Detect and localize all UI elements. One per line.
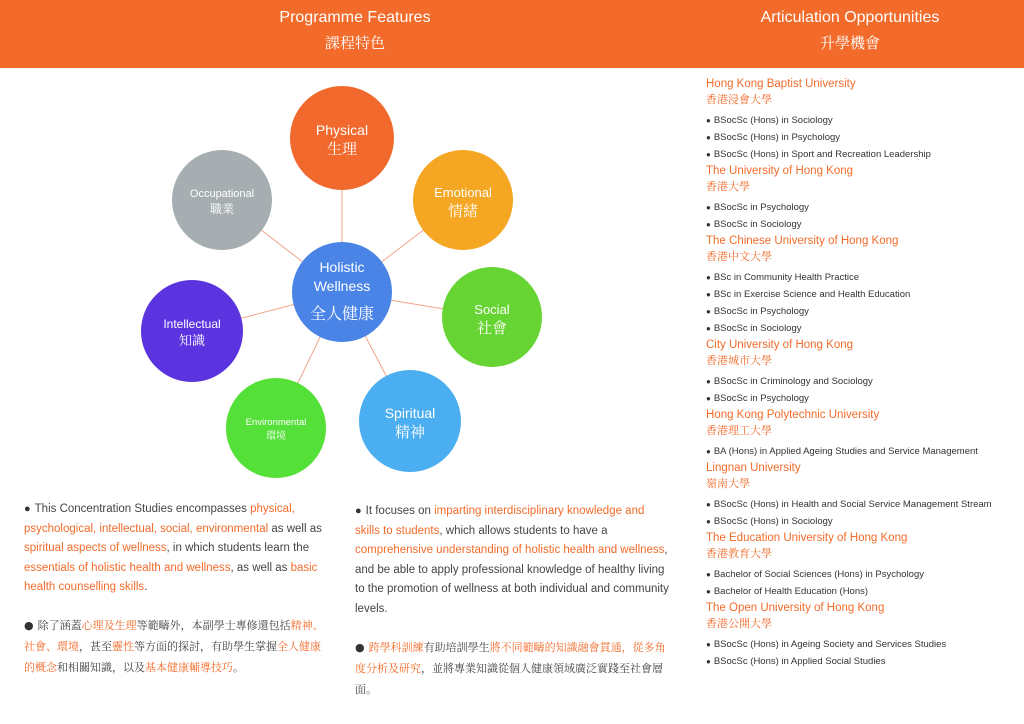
body-text: 等方面的探討，有助學生掌握 bbox=[134, 640, 277, 653]
articulation-title-en: Articulation Opportunities bbox=[760, 9, 940, 26]
programme-name: BA (Hons) in Applied Ageing Studies and Service Management bbox=[713, 446, 978, 457]
university-name-en: The Education University of Hong Kong bbox=[706, 532, 908, 544]
programme-features-heading bbox=[205, 8, 505, 54]
paragraph-focus-en bbox=[355, 502, 671, 619]
programme-item bbox=[706, 583, 1016, 600]
highlighted-text: essentials of holistic health and wellness bbox=[24, 561, 231, 574]
programme-name: BSocSc (Hons) in Ageing Society and Services Studies bbox=[713, 639, 947, 650]
highlighted-text: 跨學科訓練 bbox=[368, 641, 424, 654]
body-text: 有助培訓學生 bbox=[423, 641, 490, 654]
node-circle bbox=[442, 267, 542, 367]
programme-name: BSocSc in Psychology bbox=[713, 393, 809, 404]
university-name-zh: 香港中文大學 bbox=[706, 250, 772, 263]
university-name-en: The University of Hong Kong bbox=[706, 165, 854, 177]
wellness-node-occupational bbox=[172, 150, 272, 250]
articulation-title-zh: 升學機會 bbox=[819, 34, 880, 52]
node-label-zh: 生理 bbox=[326, 140, 358, 158]
bullet-icon: ● bbox=[24, 503, 31, 515]
bullet-icon: ● bbox=[706, 587, 711, 596]
bullet-icon: ● bbox=[706, 150, 711, 159]
node-circle bbox=[413, 150, 513, 250]
bullet-icon: ● bbox=[706, 640, 711, 649]
body-text: ，並將專業知識從個人健康領域廣泛實踐至社會層面。 bbox=[355, 662, 663, 696]
bullet-icon: ● bbox=[355, 641, 365, 654]
center-label-line1: Holistic bbox=[319, 259, 365, 275]
programme-name: BSocSc (Hons) in Psychology bbox=[713, 132, 841, 143]
node-label-zh: 社會 bbox=[476, 319, 508, 337]
programme-name: BSocSc (Hons) in Sociology bbox=[713, 516, 833, 527]
node-circle bbox=[172, 150, 272, 250]
highlighted-text: comprehensive understanding of holistic health and wellness bbox=[355, 544, 665, 556]
highlighted-text: physical, psychological, intellectual, social, environmental bbox=[24, 503, 295, 535]
wellness-node-social bbox=[442, 267, 542, 367]
wellness-node-physical bbox=[290, 86, 394, 190]
programme-item bbox=[706, 496, 1016, 513]
wellness-node-intellectual bbox=[141, 280, 243, 382]
wellness-node-emotional bbox=[413, 150, 513, 250]
bullet-icon: ● bbox=[355, 505, 362, 517]
body-text: , and be able to apply professional knowledge of healthy living to the promotion of wellness at both individual and community levels. bbox=[355, 544, 669, 615]
articulation-heading bbox=[700, 8, 1000, 54]
node-label-en: Occupational bbox=[189, 188, 255, 200]
university-name-en: The Open University of Hong Kong bbox=[706, 602, 885, 614]
programme-name: Bachelor of Social Sciences (Hons) in Psychology bbox=[713, 569, 924, 580]
body-text: 。 bbox=[233, 661, 244, 674]
node-circle bbox=[226, 378, 326, 478]
body-text: , as well as bbox=[230, 561, 291, 574]
university-block bbox=[706, 407, 1016, 460]
university-name-en: Hong Kong Baptist University bbox=[706, 78, 856, 90]
node-label-en: Emotional bbox=[434, 185, 492, 200]
bullet-icon: ● bbox=[706, 447, 711, 456]
center-label-zh: 全人健康 bbox=[309, 304, 375, 323]
highlighted-text: 靈性 bbox=[112, 640, 134, 653]
programme-item bbox=[706, 286, 1016, 303]
bullet-icon: ● bbox=[706, 203, 711, 212]
university-name-en: City University of Hong Kong bbox=[706, 339, 854, 351]
programme-item bbox=[706, 566, 1016, 583]
programme-item bbox=[706, 513, 1016, 530]
university-name-zh: 香港公開大學 bbox=[706, 617, 772, 630]
programme-features-title-en: Programme Features bbox=[279, 9, 431, 26]
body-text: 和相關知識，以及 bbox=[57, 661, 145, 674]
programme-name: BSc in Community Health Practice bbox=[713, 272, 860, 283]
highlighted-text: 全人健康的概念 bbox=[24, 640, 321, 674]
bullet-icon: ● bbox=[706, 116, 711, 125]
programme-name: BSocSc (Hons) in Sociology bbox=[713, 115, 833, 126]
programme-item bbox=[706, 443, 1016, 460]
node-label-en: Intellectual bbox=[163, 317, 221, 331]
programme-name: Bachelor of Health Education (Hons) bbox=[713, 586, 869, 597]
node-label-en: Spiritual bbox=[384, 405, 436, 421]
highlighted-text: 心理及生理 bbox=[81, 619, 137, 632]
body-text: as well as bbox=[268, 522, 322, 535]
programme-name: BSocSc (Hons) in Sport and Recreation Leadership bbox=[713, 149, 931, 160]
node-label-en: Environmental bbox=[245, 417, 307, 428]
university-block bbox=[706, 460, 1016, 530]
node-label-zh: 精神 bbox=[394, 423, 426, 441]
wellness-diagram bbox=[130, 80, 560, 480]
programme-item bbox=[706, 636, 1016, 653]
programme-item bbox=[706, 146, 1016, 163]
body-text: , in which students learn the bbox=[166, 542, 310, 554]
programme-item bbox=[706, 129, 1016, 146]
programme-item bbox=[706, 112, 1016, 129]
programme-item bbox=[706, 390, 1016, 407]
university-name-en: Hong Kong Polytechnic University bbox=[706, 409, 880, 421]
bullet-icon: ● bbox=[706, 517, 711, 526]
node-label-zh: 情緒 bbox=[447, 202, 479, 220]
wellness-node-environmental bbox=[226, 378, 326, 478]
header-bar bbox=[0, 0, 1024, 68]
programme-name: BSocSc (Hons) in Health and Social Service Management Stream bbox=[713, 499, 992, 510]
highlighted-text: basic health counselling skills bbox=[24, 561, 318, 593]
node-circle bbox=[290, 86, 394, 190]
programme-name: BSocSc (Hons) in Applied Social Studies bbox=[713, 656, 886, 667]
node-label-zh: 環境 bbox=[266, 431, 286, 442]
paragraph-concentration-en bbox=[24, 500, 324, 598]
body-text: , which allows students to have a bbox=[439, 524, 608, 537]
bullet-icon: ● bbox=[706, 220, 711, 229]
center-label-line2: Wellness bbox=[313, 278, 371, 294]
bullet-icon: ● bbox=[706, 570, 711, 579]
programme-name: BSocSc in Psychology bbox=[713, 306, 809, 317]
bullet-icon: ● bbox=[706, 377, 711, 386]
bullet-icon: ● bbox=[706, 500, 711, 509]
programme-item bbox=[706, 216, 1016, 233]
university-name-en: The Chinese University of Hong Kong bbox=[706, 235, 899, 247]
bullet-icon: ● bbox=[706, 394, 711, 403]
university-block bbox=[706, 233, 1016, 337]
university-name-en: Lingnan University bbox=[706, 462, 801, 474]
programme-item bbox=[706, 653, 1016, 670]
programme-name: BSocSc in Sociology bbox=[713, 219, 802, 230]
university-name-zh: 香港浸會大學 bbox=[706, 93, 772, 106]
highlighted-text: 將不同範疇的知識融會貫通，從多角度分析及研究 bbox=[355, 641, 666, 675]
university-block bbox=[706, 600, 1016, 670]
bullet-icon: ● bbox=[706, 273, 711, 282]
body-text: This Concentration Studies encompasses bbox=[34, 503, 251, 515]
bullet-icon: ● bbox=[706, 657, 711, 666]
node-label-en: Social bbox=[474, 302, 510, 317]
bullet-icon: ● bbox=[706, 307, 711, 316]
university-block bbox=[706, 163, 1016, 233]
highlighted-text: spiritual aspects of wellness bbox=[24, 542, 167, 554]
body-text: . bbox=[144, 581, 148, 593]
programme-name: BSocSc in Psychology bbox=[713, 202, 809, 213]
programme-name: BSocSc in Sociology bbox=[713, 323, 802, 334]
university-block bbox=[706, 337, 1016, 407]
university-name-zh: 香港大學 bbox=[706, 180, 750, 193]
paragraph-focus-zh bbox=[355, 637, 671, 700]
programme-name: BSocSc in Criminology and Sociology bbox=[713, 376, 873, 387]
highlighted-text: imparting interdisciplinary knowledge and skills to students bbox=[355, 505, 645, 537]
programme-item bbox=[706, 373, 1016, 390]
node-circle bbox=[359, 370, 461, 472]
university-name-zh: 香港理工大學 bbox=[706, 424, 772, 437]
university-name-zh: 香港教育大學 bbox=[706, 547, 772, 560]
university-name-zh: 香港城市大學 bbox=[706, 354, 772, 367]
body-text: 除了涵蓋 bbox=[37, 619, 82, 632]
paragraph-concentration-zh bbox=[24, 615, 324, 678]
node-label-zh: 知識 bbox=[178, 334, 206, 349]
programme-item bbox=[706, 320, 1016, 337]
body-text: ，甚至 bbox=[79, 640, 112, 653]
bullet-icon: ● bbox=[706, 324, 711, 333]
programme-item bbox=[706, 303, 1016, 320]
university-block bbox=[706, 76, 1016, 163]
bullet-icon: ● bbox=[24, 619, 34, 632]
university-list bbox=[706, 76, 1016, 670]
highlighted-text: 基本健康輔導技巧 bbox=[145, 661, 233, 674]
bullet-icon: ● bbox=[706, 290, 711, 299]
programme-features-title-zh: 課程特色 bbox=[324, 34, 385, 52]
bullet-icon: ● bbox=[706, 133, 711, 142]
wellness-node-center bbox=[292, 242, 392, 342]
university-block bbox=[706, 530, 1016, 600]
wellness-node-spiritual bbox=[359, 370, 461, 472]
programme-item bbox=[706, 199, 1016, 216]
programme-name: BSc in Exercise Science and Health Education bbox=[713, 289, 911, 300]
university-name-zh: 嶺南大學 bbox=[706, 477, 750, 490]
body-text: 等範疇外，本副學士專修還包括 bbox=[136, 619, 291, 632]
node-label-en: Physical bbox=[315, 122, 369, 138]
node-label-zh: 職業 bbox=[209, 202, 235, 216]
highlighted-text: 精神、社會、環境 bbox=[24, 619, 324, 653]
node-circle bbox=[141, 280, 243, 382]
body-text: It focuses on bbox=[365, 505, 435, 517]
programme-item bbox=[706, 269, 1016, 286]
